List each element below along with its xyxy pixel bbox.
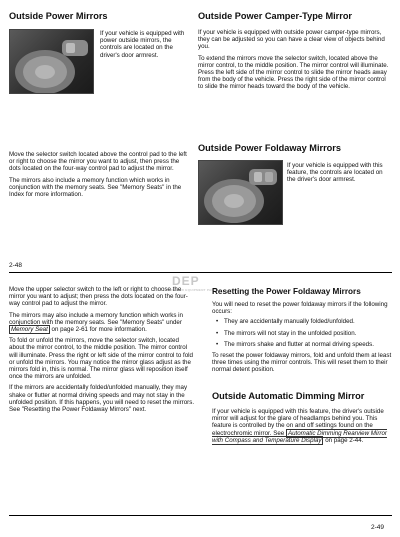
auto-dimming-mirror-heading: Outside Automatic Dimming Mirror — [212, 391, 365, 401]
memory-seats-text-before: The mirrors may also include a memory function which works in conjunction with the memory seats. See "Memory Seats" under — [9, 311, 183, 326]
resetting-condition-item: • They are accidentally manually folded/unfolded. — [224, 318, 392, 325]
page-1-bottom-rule — [9, 272, 392, 273]
resetting-mirrors-body — [212, 301, 392, 374]
camper-mirror-extend-paragraph: To extend the mirrors move the selector switch, located above the mirror control, to the middle position. The mirror control will illuminate. Press the left side of the mirror control to slide the mirror heads away from the body of the vehicle. Press the right side of the mirror control to slide the mirror heads toward the body of the vehicle. — [198, 54, 389, 91]
page-number-left: 2-48 — [9, 262, 23, 269]
auto-dimming-rearview-link[interactable]: Automatic Dimming Rearview Mirror with Compass and Temperature Display — [212, 429, 387, 444]
camper-mirror-intro: If your vehicle is equipped with outside power camper-type mirrors, they can be adjusted so you can have a clear view of objects behind you. — [198, 29, 385, 51]
resetting-condition-item: • The mirrors will not stay in the unfolded position. — [224, 330, 392, 337]
memory-seats-paragraph — [9, 312, 195, 334]
camper-mirror-body — [198, 29, 392, 91]
resetting-mirrors-heading: Resetting the Power Foldaway Mirrors — [212, 287, 361, 296]
foldaway-control-image — [199, 161, 282, 224]
auto-dimming-text-before: If your vehicle is equipped with this feature, the driver's outside mirror will adjust for the glare of headlamps behind you. This feature is controlled by the on and off settings found on the electrochromic mirror. See — [212, 408, 384, 437]
outside-power-mirrors-heading: Outside Power Mirrors — [9, 11, 108, 21]
power-mirror-control-photo — [9, 29, 94, 94]
auto-dimming-text-after: on page 2-44. — [323, 436, 364, 444]
auto-dimming-paragraph — [212, 408, 392, 444]
reset-procedure-paragraph: To reset the power foldaway mirrors, fold and unfold them at least three times using the mirror controls. This will reset them to their normal detent position. — [212, 352, 392, 374]
selector-switch-paragraph: Move the selector switch located above the control pad to the left or right to choose the mirror you want to adjust, then press the dots located on the four-way control pad to adjust the mirror. — [9, 151, 187, 173]
foldaway-mirrors-intro: If your vehicle is equipped with this feature, the controls are located on the driver's door armrest. — [287, 162, 383, 184]
resetting-intro: You will need to reset the power foldaway mirrors if the following occurs: — [212, 301, 388, 316]
mirror-control-image — [10, 30, 93, 93]
page-2-left-column — [9, 286, 195, 413]
camper-mirror-heading: Outside Power Camper-Type Mirror — [198, 11, 353, 21]
foldaway-mirror-control-photo — [198, 160, 283, 225]
memory-function-paragraph: The mirrors also include a memory function which works in conjunction with the memory seats. See "Memory Seats" in the Index for more information. — [9, 176, 182, 199]
fold-unfold-paragraph: To fold or unfold the mirrors, move the selector switch, located about the mirror control, to the middle position. The mirror control will illuminate. Press the right or left side of the mirror control to fold or unfold the mirrors. You may notice the mirror glass adjust as the mirrors fold in, this is normal. The mirror glass will reposition itself once the mirrors are unfolded. — [9, 337, 193, 381]
outside-power-mirrors-intro: If your vehicle is equipped with power outside mirrors, the controls are located on the driver's door armrest. — [100, 30, 185, 59]
page-2-bottom-rule — [9, 515, 392, 516]
resetting-conditions-list — [212, 318, 392, 348]
accidental-fold-paragraph: If the mirrors are accidentally folded/unfolded manually, they may shake or flutter at normal driving speeds and may not stay in the unfolded position. If this happens, you will need to reset the mirrors. See "Resetting the Power Foldaway Mirrors" next. — [9, 384, 195, 414]
watermark-subtitle: DEALER EQUIPMENT PARTS — [170, 288, 219, 292]
memory-seat-link[interactable]: Memory Seat — [11, 326, 48, 334]
foldaway-mirrors-heading: Outside Power Foldaway Mirrors — [198, 143, 341, 153]
outside-power-mirrors-body — [9, 151, 192, 198]
memory-seats-text-after: on page 2-61 for more information. — [49, 326, 147, 334]
page-2 — [0, 280, 400, 537]
watermark-logo: DEP — [172, 274, 200, 288]
page-number-right: 2-49 — [371, 524, 385, 531]
upper-selector-paragraph: Move the upper selector switch to the left or right to choose the mirror you want to adjust; then press the dots located on the four-way control pad to adjust the mirror. — [9, 286, 188, 308]
resetting-condition-item: • The mirrors shake and flutter at normal driving speeds. — [224, 341, 392, 348]
